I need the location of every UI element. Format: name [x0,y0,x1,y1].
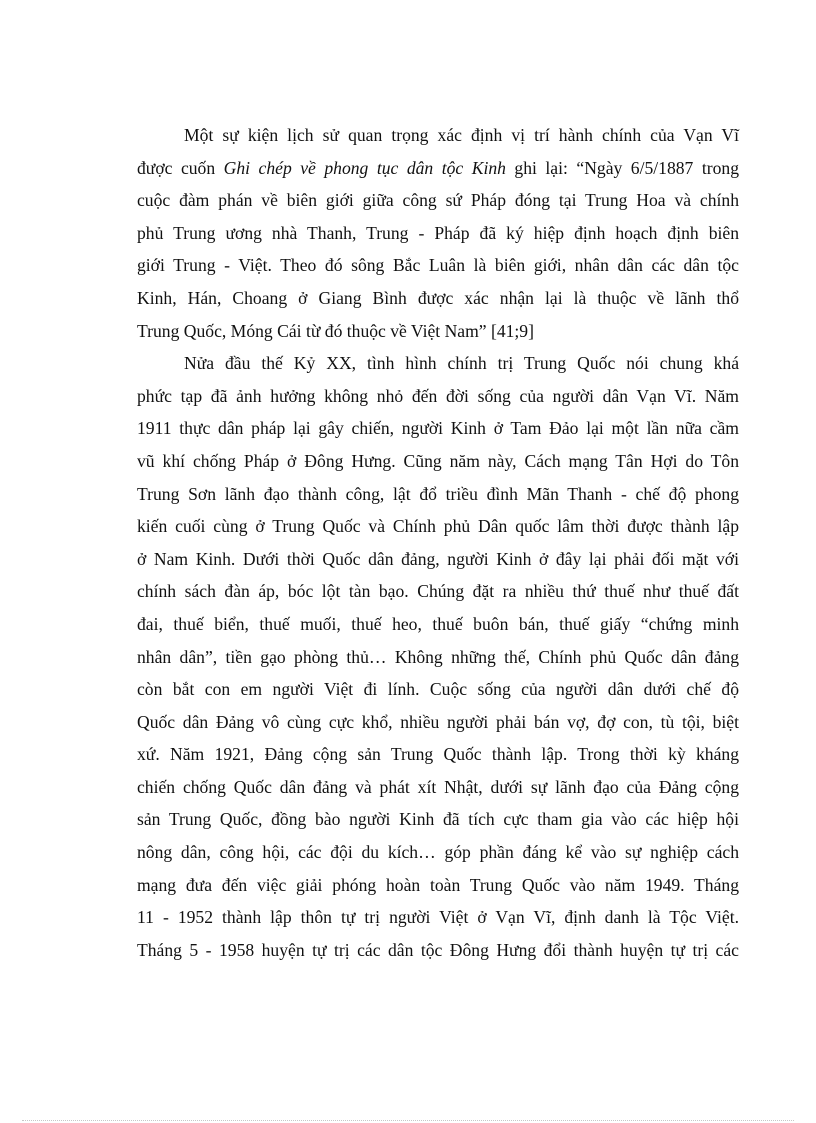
text-line: mạng đưa đến việc giải phóng hoàn toàn Trung Quốc vào năm 1949. Tháng [137,874,739,895]
page-bottom-rule [22,1120,794,1121]
text-line: chiến chống Quốc dân đảng và phát xít Nhật, dưới sự lãnh đạo của Đảng cộng [137,776,739,797]
text-line: vũ khí chống Pháp ở Đông Hưng. Cũng năm này, Cách mạng Tân Hợi do Tôn [137,450,739,471]
text-line: nhân dân”, tiền gạo phòng thủ… Không những thế, Chính phủ Quốc dân đảng [137,646,739,667]
text-line: đai, thuế biển, thuế muối, thuế heo, thuế buôn bán, thuế giấy “chứng minh [137,613,739,634]
text-line: Trung Sơn lãnh đạo thành công, lật đổ triều đình Mãn Thanh - chế độ phong [137,483,739,504]
text-line: nông dân, công hội, các đội du kích… góp phần đáng kể vào sự nghiệp cách [137,842,739,863]
text-line: 1911 thực dân pháp lại gây chiến, người Kinh ở Tam Đảo lại một lần nữa cầm [137,418,739,439]
paragraph-2 [137,347,739,966]
text-line: ở Nam Kinh. Dưới thời Quốc dân đảng, người Kinh ở đây lại phải đối mặt với [137,548,739,569]
text-line: Một sự kiện lịch sử quan trọng xác định vị trí hành chính của Vạn Vĩ [184,125,739,145]
text-line: chính sách đàn áp, bóc lột tàn bạo. Chúng đặt ra nhiều thứ thuế như thuế đất [137,581,739,602]
text-line: phức tạp đã ảnh hưởng không nhỏ đến đời sống của người dân Vạn Vĩ. Năm [137,385,739,406]
text-run: được cuốn [137,157,224,178]
text-line: kiến cuối cùng ở Trung Quốc và Chính phủ Dân quốc lâm thời được thành lập [137,516,739,537]
text-line: còn bắt con em người Việt đi lính. Cuộc sống của người dân dưới chế độ [137,679,739,700]
text-line: Tháng 5 - 1958 huyện tự trị các dân tộc Đông Hưng đổi thành huyện tự trị các [137,939,739,960]
text-line: Nửa đầu thế Kỷ XX, tình hình chính trị Trung Quốc nói chung khá [184,353,739,374]
text-line: Kinh, Hán, Choang ở Giang Bình được xác nhận lại là thuộc về lãnh thổ [137,287,739,308]
text-line: giới Trung - Việt. Theo đó sông Bắc Luân là biên giới, nhân dân các dân tộc [137,255,739,276]
text-run: ghi lại: “Ngày 6/5/1887 trong [505,157,739,178]
text-line: Quốc dân Đảng vô cùng cực khổ, nhiều người phải bán vợ, đợ con, tù tội, biệt [137,711,739,732]
text-line: 11 - 1952 thành lập thôn tự trị người Việt ở Vạn Vĩ, định danh là Tộc Việt. [137,907,739,928]
text-line: Trung Quốc, Móng Cái từ đó thuộc về Việt Nam” [41;9] [137,320,534,341]
paragraph-1 [137,119,739,347]
text-line: phủ Trung ương nhà Thanh, Trung - Pháp đã ký hiệp định hoạch định biên [137,222,739,243]
text-line: sản Trung Quốc, đồng bào người Kinh đã tích cực tham gia vào các hiệp hội [137,809,739,830]
book-title: Ghi chép về phong tục dân tộc Kinh [223,157,506,178]
text-line [137,152,739,185]
text-line: cuộc đàm phán về biên giới giữa công sứ Pháp đóng tại Trung Hoa và chính [137,190,739,211]
document-body [137,119,739,966]
text-line: xứ. Năm 1921, Đảng cộng sản Trung Quốc thành lập. Trong thời kỳ kháng [137,744,739,765]
